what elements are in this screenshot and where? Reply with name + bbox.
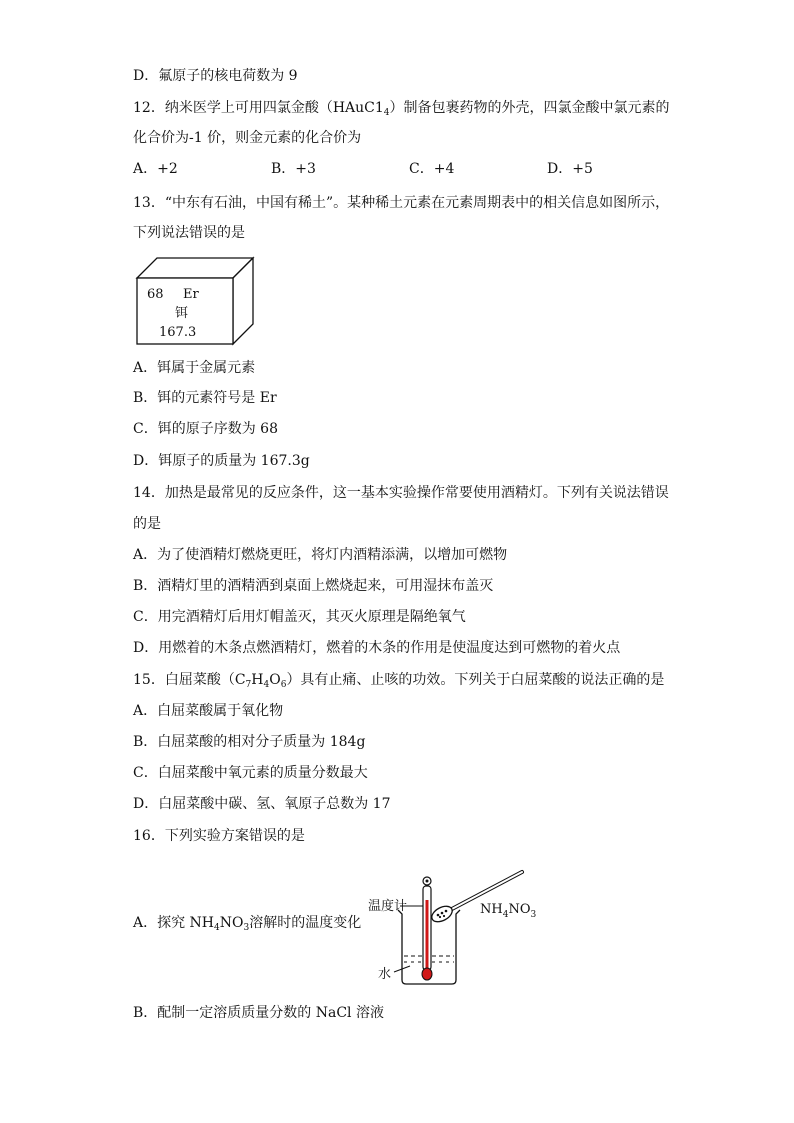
q15-formula-o: O — [269, 672, 281, 688]
q15-formula-h-count: 4 — [263, 680, 270, 690]
q12-stem-text: 12．纳米医学上可用四氯金酸（HAuC1 — [133, 100, 384, 116]
q16-option-a-suffix: 溶解时的温度变化 — [249, 915, 362, 931]
q12-stem-line2: 化合价为-1 价，则金元素的化合价为 — [133, 130, 362, 146]
q15-formula-o-count: 6 — [280, 680, 287, 690]
label-thermometer: 温度计 — [368, 899, 408, 914]
element-atomic-mass: 167.3 — [159, 325, 197, 340]
q12-option-b: B．+3 — [271, 161, 316, 177]
q15-formula-c-count: 7 — [245, 680, 252, 690]
q12-stem-text-end: ）制备包裹药物的外壳，四氯金酸中氯元素的 — [389, 100, 670, 116]
q15-option-b: B．白屈菜酸的相对分子质量为 184g — [133, 734, 366, 750]
q16-stem: 16．下列实验方案错误的是 — [133, 828, 305, 844]
label-reagent-nh: NH — [480, 902, 503, 917]
q13-stem-line1: 13．“中东有石油，中国有稀土”。某种稀土元素在元素周期表中的相关信息如图所示， — [133, 195, 670, 211]
label-reagent — [480, 902, 537, 920]
q14-stem-line1: 14．加热是最常见的反应条件，这一基本实验操作常要使用酒精灯。下列有关说法错误 — [133, 485, 669, 501]
q16-option-a-prefix: A．探究 NH — [133, 915, 215, 931]
dissolution-experiment-figure — [368, 870, 546, 988]
q12-option-d: D．+5 — [547, 161, 593, 177]
q12-option-a: A．+2 — [133, 161, 178, 177]
q16-option-a-sub1: 4 — [214, 923, 220, 933]
q13-option-c: C．铒的原子序数为 68 — [133, 421, 278, 437]
q16-option-b: B．配制一定溶质质量分数的 NaCl 溶液 — [133, 1005, 384, 1021]
q14-option-a: A．为了使酒精灯燃烧更旺，将灯内酒精添满，以增加可燃物 — [133, 547, 508, 563]
q14-option-c: C．用完酒精灯后用灯帽盖灭，其灭火原理是隔绝氧气 — [133, 609, 466, 625]
q12-formula-sub: 4 — [383, 108, 390, 118]
q14-stem-line2: 的是 — [133, 516, 161, 532]
label-reagent-no: NO — [508, 902, 531, 917]
q15-option-c: C．白屈菜酸中氧元素的质量分数最大 — [133, 765, 368, 781]
q15-stem-suffix: ）具有止痛、止咳的功效。下列关于白屈菜酸的说法正确的是 — [286, 672, 665, 688]
q12-option-c: C．+4 — [409, 161, 455, 177]
element-name: 铒 — [175, 306, 189, 321]
q12-stem-line1 — [133, 98, 670, 118]
q16-option-a-sub2: 3 — [243, 923, 250, 933]
q15-option-a: A．白屈菜酸属于氧化物 — [133, 703, 284, 719]
q16-option-a-mid: NO — [219, 915, 244, 931]
q14-option-d: D．用燃着的木条点燃酒精灯，燃着的木条的作用是使温度达到可燃物的着火点 — [133, 640, 621, 656]
q13-option-b: B．铒的元素符号是 Er — [133, 390, 277, 406]
label-reagent-sub2: 3 — [530, 910, 537, 920]
element-symbol: Er — [183, 287, 199, 302]
q16-option-a — [133, 913, 361, 933]
q11-option-d: D．氟原子的核电荷数为 9 — [133, 68, 298, 84]
thermometer — [422, 877, 432, 980]
q13-option-a: A．铒属于金属元素 — [133, 360, 256, 376]
q14-option-b: B．酒精灯里的酒精洒到桌面上燃烧起来，可用湿抹布盖灭 — [133, 578, 494, 594]
element-cube-figure — [135, 256, 259, 348]
label-water: 水 — [378, 967, 392, 982]
q13-stem-line2: 下列说法错误的是 — [133, 225, 245, 241]
q15-stem-prefix: 15．白屈菜酸（C — [133, 672, 246, 688]
thermometer-bulb — [422, 968, 432, 980]
q15-option-d: D．白屈菜酸中碳、氢、氧原子总数为 17 — [133, 796, 391, 812]
q15-stem — [133, 670, 664, 690]
q13-option-d: D．铒原子的质量为 167.3g — [133, 453, 310, 469]
q15-formula-h: H — [251, 672, 264, 688]
label-reagent-sub1: 4 — [502, 910, 509, 920]
thermometer-liquid — [426, 900, 429, 974]
element-atomic-number: 68 — [147, 287, 164, 302]
